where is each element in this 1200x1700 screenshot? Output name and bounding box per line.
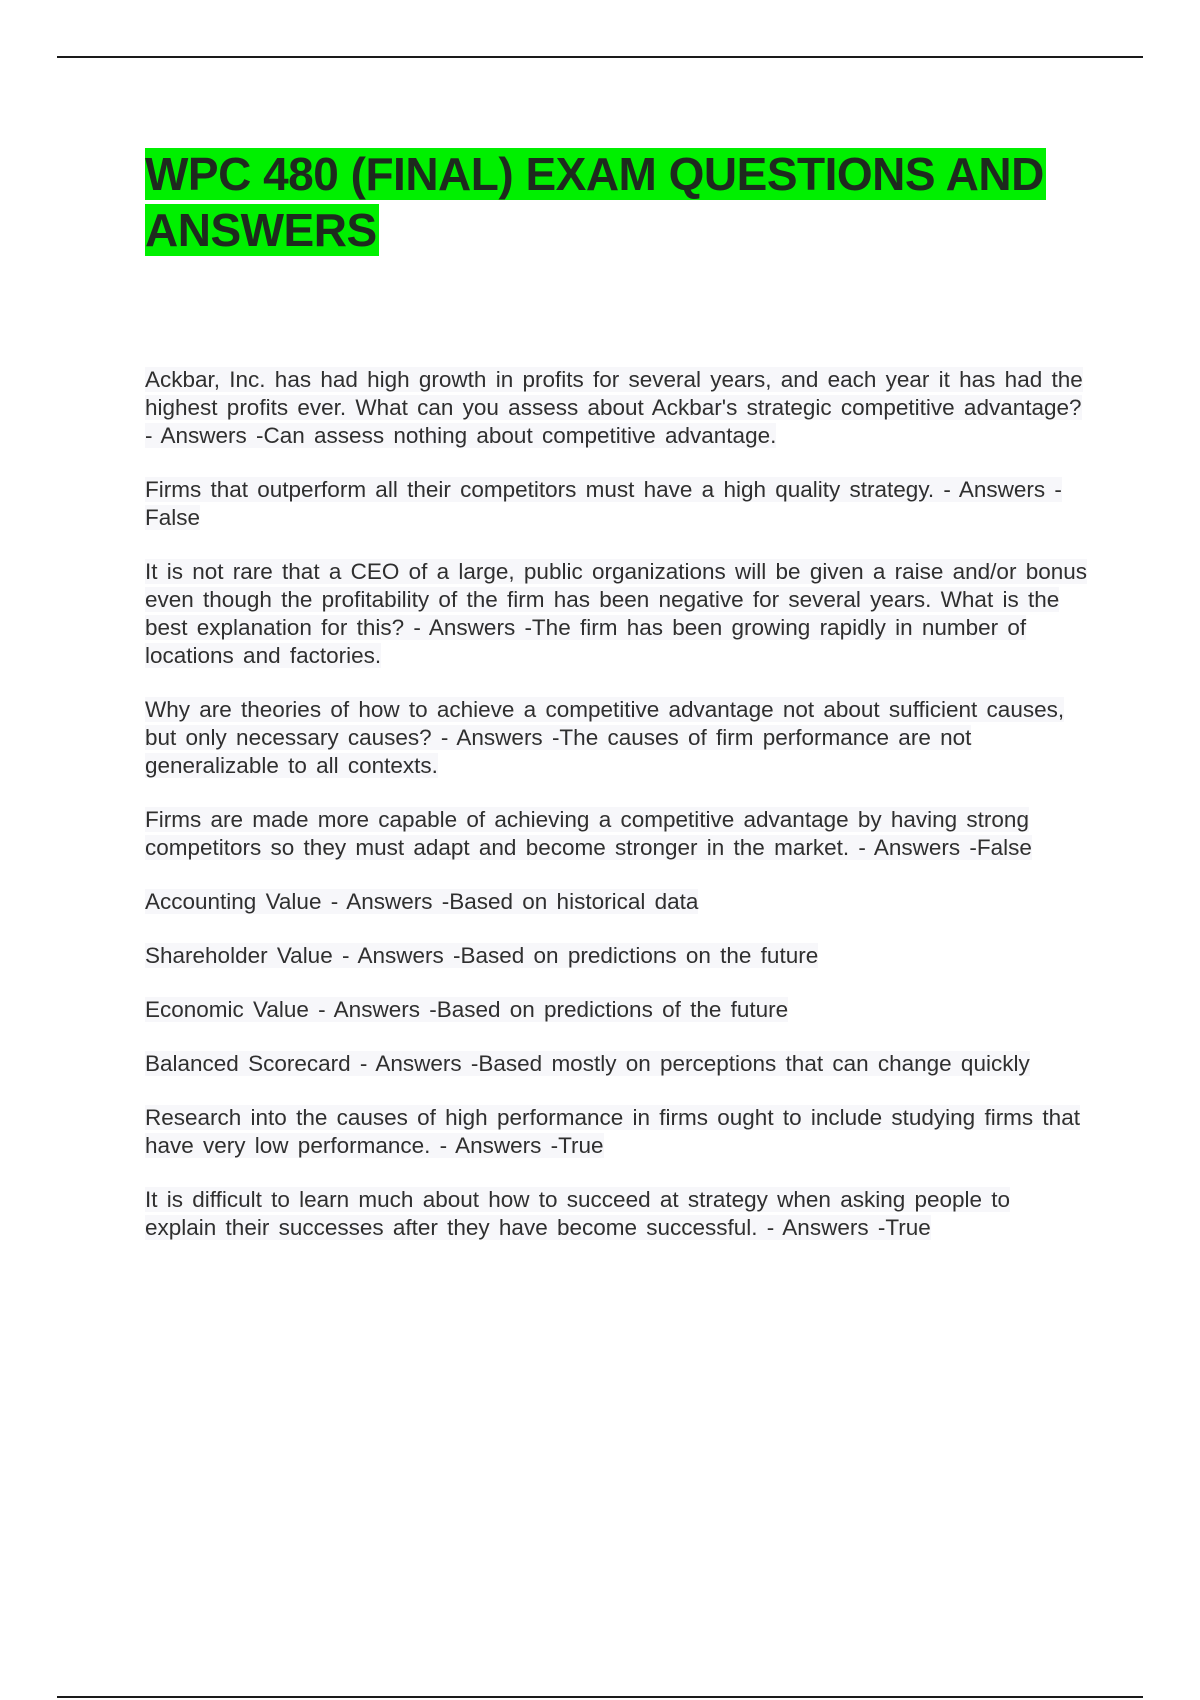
qa-item: It is difficult to learn much about how to succeed at strategy when asking people to explain their successes after they have become successful. - Answers -True	[145, 1187, 1011, 1240]
qa-item: Accounting Value - Answers -Based on historical data	[145, 889, 699, 914]
qa-item: Firms that outperform all their competitors must have a high quality strategy. - Answers -False	[145, 477, 1062, 530]
qa-item: Ackbar, Inc. has had high growth in profits for several years, and each year it has had the highest profits ever. What can you assess about Ackbar's strategic competitive advantage? - Answers -Can assess nothing about competitive advantage.	[145, 367, 1083, 448]
qa-item: Why are theories of how to achieve a competitive advantage not about sufficient causes, but only necessary causes? - Answers -The causes of firm performance are not generalizable to all contexts.	[145, 697, 1065, 778]
qa-item: Research into the causes of high performance in firms ought to include studying firms that have very low performance. - Answers -True	[145, 1105, 1080, 1158]
title-highlight: WPC 480 (FINAL) EXAM QUESTIONS AND ANSWERS	[145, 148, 1044, 256]
title-block	[145, 146, 1045, 258]
document-title	[145, 146, 1045, 258]
qa-list	[145, 366, 1090, 1268]
qa-item: Economic Value - Answers -Based on predictions of the future	[145, 997, 789, 1022]
qa-item: It is not rare that a CEO of a large, public organizations will be given a raise and/or bonus even though the profitability of the firm has been negative for several years. What is the best explanation for this? - Answers -The firm has been growing rapidly in number of locations and factories.	[145, 559, 1087, 668]
qa-item: Shareholder Value - Answers -Based on predictions on the future	[145, 943, 819, 968]
top-rule	[57, 56, 1143, 58]
qa-item: Balanced Scorecard - Answers -Based mostly on perceptions that can change quickly	[145, 1051, 1030, 1076]
bottom-rule	[57, 1696, 1143, 1698]
qa-item: Firms are made more capable of achieving a competitive advantage by having strong competitors so they must adapt and become stronger in the market. - Answers -False	[145, 807, 1032, 860]
